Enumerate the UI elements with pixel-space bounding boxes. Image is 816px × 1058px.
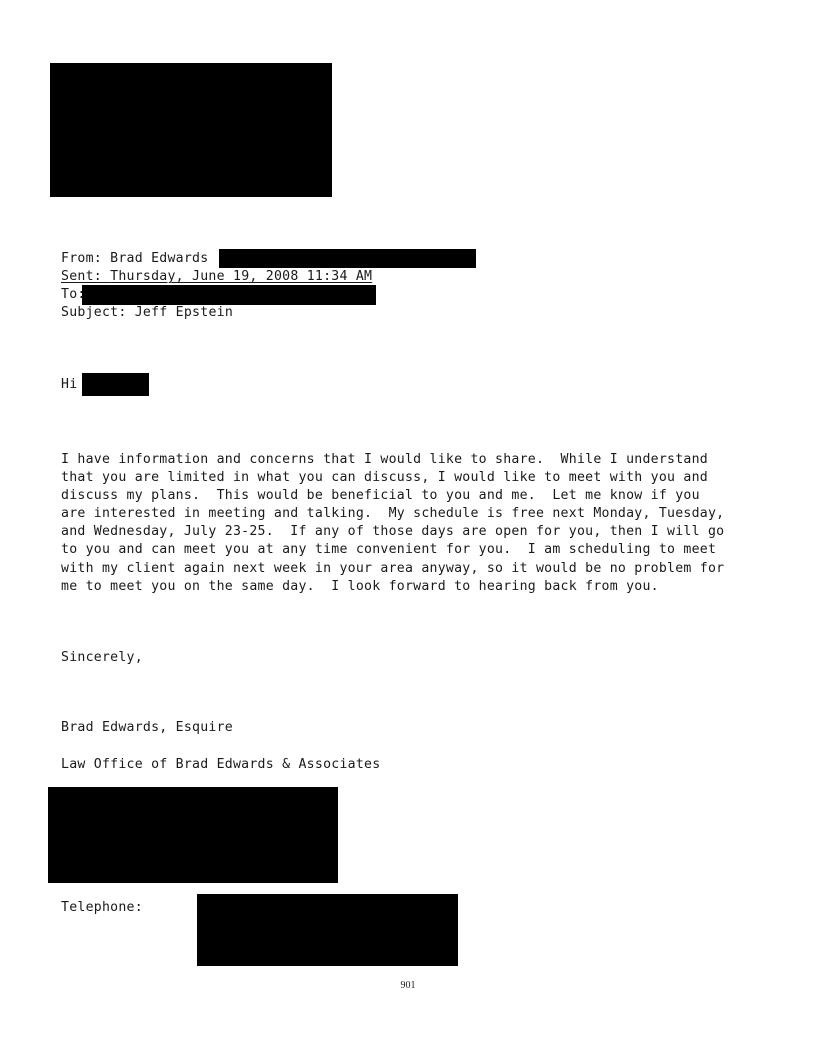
body-line: discuss my plans. This would be beneficial to you and me. Let me know if you [61, 488, 700, 504]
body-line: and Wednesday, July 23-25. If any of those days are open for you, then I will go [61, 524, 725, 540]
sent-value: Thursday, June 19, 2008 11:34 AM [110, 269, 373, 284]
body-line: I have information and concerns that I would like to share. While I understand [61, 452, 708, 467]
body-line: are interested in meeting and talking. My schedule is free next Monday, Tuesday, [61, 506, 725, 522]
from-name: Brad Edwards [110, 251, 209, 266]
from-label: From: [61, 251, 102, 266]
subject-label: Subject: [61, 305, 127, 320]
signature-firm: Law Office of Brad Edwards & Associates [61, 757, 381, 772]
redaction-from-email [219, 249, 476, 268]
redaction-to-recipient [82, 285, 376, 305]
signature-name: Brad Edwards, Esquire [61, 720, 233, 735]
redaction-greeting-name [82, 373, 149, 396]
from-line [61, 250, 208, 268]
subject-value: Jeff Epstein [134, 305, 234, 320]
sent-line [61, 268, 372, 286]
subject-line [61, 304, 233, 322]
page-number: 901 [400, 980, 416, 991]
redaction-top-block [50, 63, 332, 197]
body-line: to you and can meet you at any time convenient for you. I am scheduling to meet [61, 542, 717, 558]
body-line: me to meet you on the same day. I look forward to hearing back from you. [61, 578, 659, 594]
redaction-address-block [48, 787, 338, 883]
closing: Sincerely, [61, 650, 143, 665]
email-body [61, 451, 761, 596]
sent-label: Sent: [61, 269, 102, 284]
body-line: that you are limited in what you can discuss, I would like to meet with you and [61, 470, 708, 486]
greeting: Hi [61, 377, 78, 392]
to-line [61, 286, 86, 304]
redaction-telephone-number [197, 894, 458, 966]
to-label: To: [61, 287, 86, 302]
body-line: with my client again next week in your area anyway, so it would be no problem for [61, 560, 725, 576]
telephone-label: Telephone: [61, 900, 143, 915]
